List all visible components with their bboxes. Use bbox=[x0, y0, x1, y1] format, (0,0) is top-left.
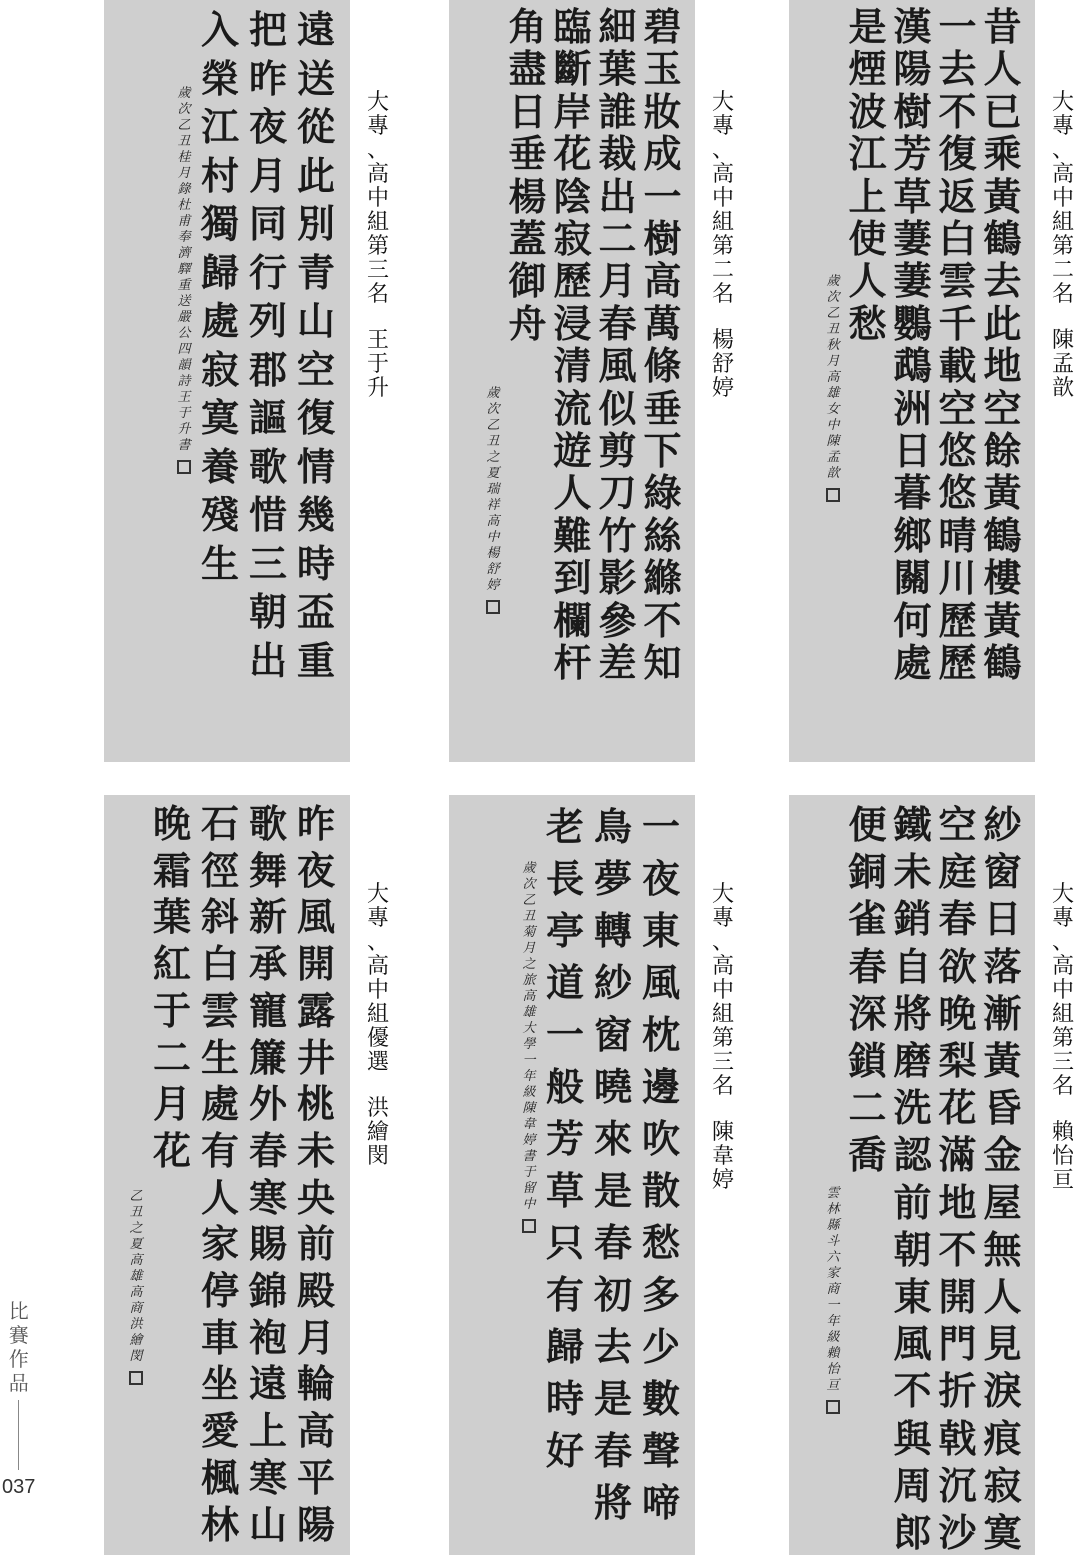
artwork-panel-1 bbox=[789, 0, 1035, 762]
calligraphy-text bbox=[789, 795, 1035, 1555]
calligraphy-column: 晚 霜 葉 紅 于 二 月 花 bbox=[152, 801, 191, 1173]
page-number: 037 bbox=[2, 1476, 36, 1498]
caption-3 bbox=[367, 90, 389, 400]
calligraphy-column: 遠 送 從 此 別 青 山 空 復 情 幾 時 盃 重 bbox=[296, 7, 335, 683]
seal-stamp-icon bbox=[129, 1371, 143, 1385]
calligraphy-column: 歌 舞 新 承 寵 簾 外 春 寒 賜 錦 袍 遠 上 寒 山 bbox=[248, 801, 287, 1547]
section-label: 比 賽 作 品 bbox=[8, 1301, 29, 1395]
calligraphy-column: 石 徑 斜 白 雲 生 處 有 人 家 停 車 坐 愛 楓 林 bbox=[200, 801, 239, 1547]
artist-inscription: 歲 次 乙 丑 菊 月 之 旅 高 雄 大 學 一 年 級 陳 韋 婷 書 于 留 中 bbox=[517, 861, 541, 1555]
artwork-panel-3 bbox=[104, 0, 350, 762]
award-category: 大 專 、 高 中 組 第 二 名 bbox=[1052, 89, 1075, 306]
calligraphy-column: 一 去 不 復 返 白 雲 千 載 空 悠 悠 晴 川 歷 歷 bbox=[938, 4, 977, 686]
calligraphy-text bbox=[449, 0, 695, 762]
award-category: 大 專 、 高 中 組 第 三 名 bbox=[1052, 881, 1075, 1098]
artist-name: 王 于 升 bbox=[367, 327, 390, 400]
artist-inscription: 乙 丑 之 夏 高 雄 高 商 洪 繪 閔 bbox=[124, 1189, 148, 1555]
calligraphy-column: 漢 陽 樹 芳 草 萋 萋 鸚 鵡 洲 日 暮 鄉 關 何 處 bbox=[893, 4, 932, 686]
artist-name: 陳 孟 歆 bbox=[1052, 327, 1075, 400]
artwork-panel-5 bbox=[449, 795, 695, 1555]
artist-name: 陳 韋 婷 bbox=[712, 1119, 735, 1192]
calligraphy-column: 鳥 夢 轉 紗 窗 曉 來 是 春 初 去 是 春 將 bbox=[593, 804, 632, 1525]
calligraphy-column: 入 榮 江 村 獨 歸 處 寂 寞 養 殘 生 bbox=[200, 7, 239, 586]
calligraphy-column: 老 長 亭 道 一 般 芳 草 只 有 歸 時 好 bbox=[545, 804, 584, 1473]
artist-name: 賴 怡 亘 bbox=[1052, 1119, 1075, 1192]
artist-inscription: 歲 次 乙 丑 之 夏 瑞 祥 高 中 楊 舒 婷 bbox=[481, 386, 505, 762]
calligraphy-text bbox=[104, 0, 350, 762]
calligraphy-column: 碧 玉 妝 成 一 樹 高 萬 條 垂 下 綠 絲 縧 不 知 bbox=[643, 4, 682, 686]
artwork-panel-6 bbox=[104, 795, 350, 1555]
calligraphy-column: 細 葉 誰 裁 出 二 月 春 風 似 剪 刀 竹 影 參 差 bbox=[598, 4, 637, 686]
award-category: 大 專 、 高 中 組 第 二 名 bbox=[712, 89, 735, 306]
artist-name: 洪 繪 閔 bbox=[367, 1095, 390, 1168]
calligraphy-column: 角 盡 日 垂 楊 蓋 御 舟 bbox=[508, 4, 547, 346]
artist-inscription: 歲 次 乙 丑 桂 月 錄 杜 甫 奉 濟 驛 重 送 嚴 公 四 韻 詩 王 于 升 書 bbox=[172, 86, 196, 762]
calligraphy-column: 鐵 未 銷 自 將 磨 洗 認 前 朝 東 風 不 與 周 郎 bbox=[893, 802, 932, 1556]
seal-stamp-icon bbox=[826, 488, 840, 502]
calligraphy-column: 昨 夜 風 開 露 井 桃 未 央 前 殿 月 輪 高 平 陽 bbox=[296, 801, 335, 1547]
artist-inscription: 雲 林 縣 斗 六 家 商 一 年 級 賴 怡 亘 bbox=[821, 1186, 845, 1555]
caption-2 bbox=[712, 90, 734, 400]
calligraphy-text bbox=[789, 0, 1035, 762]
calligraphy-text bbox=[449, 795, 695, 1555]
seal-stamp-icon bbox=[177, 460, 191, 474]
caption-5 bbox=[712, 882, 734, 1192]
award-category: 大 專 、 高 中 組 優 選 bbox=[367, 881, 390, 1074]
award-category: 大 專 、 高 中 組 第 三 名 bbox=[712, 881, 735, 1098]
award-category: 大 專 、 高 中 組 第 三 名 bbox=[367, 89, 390, 306]
calligraphy-column: 臨 斷 岸 花 陰 寂 歷 浸 清 流 遊 人 難 到 欄 杆 bbox=[553, 4, 592, 686]
page-footer bbox=[2, 1300, 35, 1499]
divider-line bbox=[18, 1400, 19, 1470]
calligraphy-column: 是 煙 波 江 上 使 人 愁 bbox=[848, 4, 887, 346]
calligraphy-column: 紗 窗 日 落 漸 黃 昏 金 屋 無 人 見 淚 痕 寂 寞 bbox=[983, 802, 1022, 1556]
calligraphy-column: 空 庭 春 欲 晚 梨 花 滿 地 不 開 門 折 戟 沉 沙 bbox=[938, 802, 977, 1556]
calligraphy-column: 把 昨 夜 月 同 行 列 郡 謳 歌 惜 三 朝 出 bbox=[248, 7, 287, 683]
calligraphy-column: 昔 人 已 乘 黃 鶴 去 此 地 空 餘 黃 鶴 樓 黃 鶴 bbox=[983, 4, 1022, 686]
seal-stamp-icon bbox=[486, 600, 500, 614]
artwork-panel-4 bbox=[789, 795, 1035, 1555]
seal-stamp-icon bbox=[826, 1400, 840, 1414]
seal-stamp-icon bbox=[522, 1219, 536, 1233]
artist-name: 楊 舒 婷 bbox=[712, 327, 735, 400]
calligraphy-column: 一 夜 東 風 枕 邊 吹 散 愁 多 少 數 聲 啼 bbox=[641, 804, 680, 1525]
caption-6 bbox=[367, 882, 389, 1168]
calligraphy-text bbox=[104, 795, 350, 1555]
artwork-panel-2 bbox=[449, 0, 695, 762]
caption-1 bbox=[1052, 90, 1074, 400]
calligraphy-column: 便 銅 雀 春 深 鎖 二 喬 bbox=[848, 802, 887, 1178]
artist-inscription: 歲 次 乙 丑 秋 月 高 雄 女 中 陳 孟 歆 bbox=[821, 274, 845, 762]
caption-4 bbox=[1052, 882, 1074, 1192]
